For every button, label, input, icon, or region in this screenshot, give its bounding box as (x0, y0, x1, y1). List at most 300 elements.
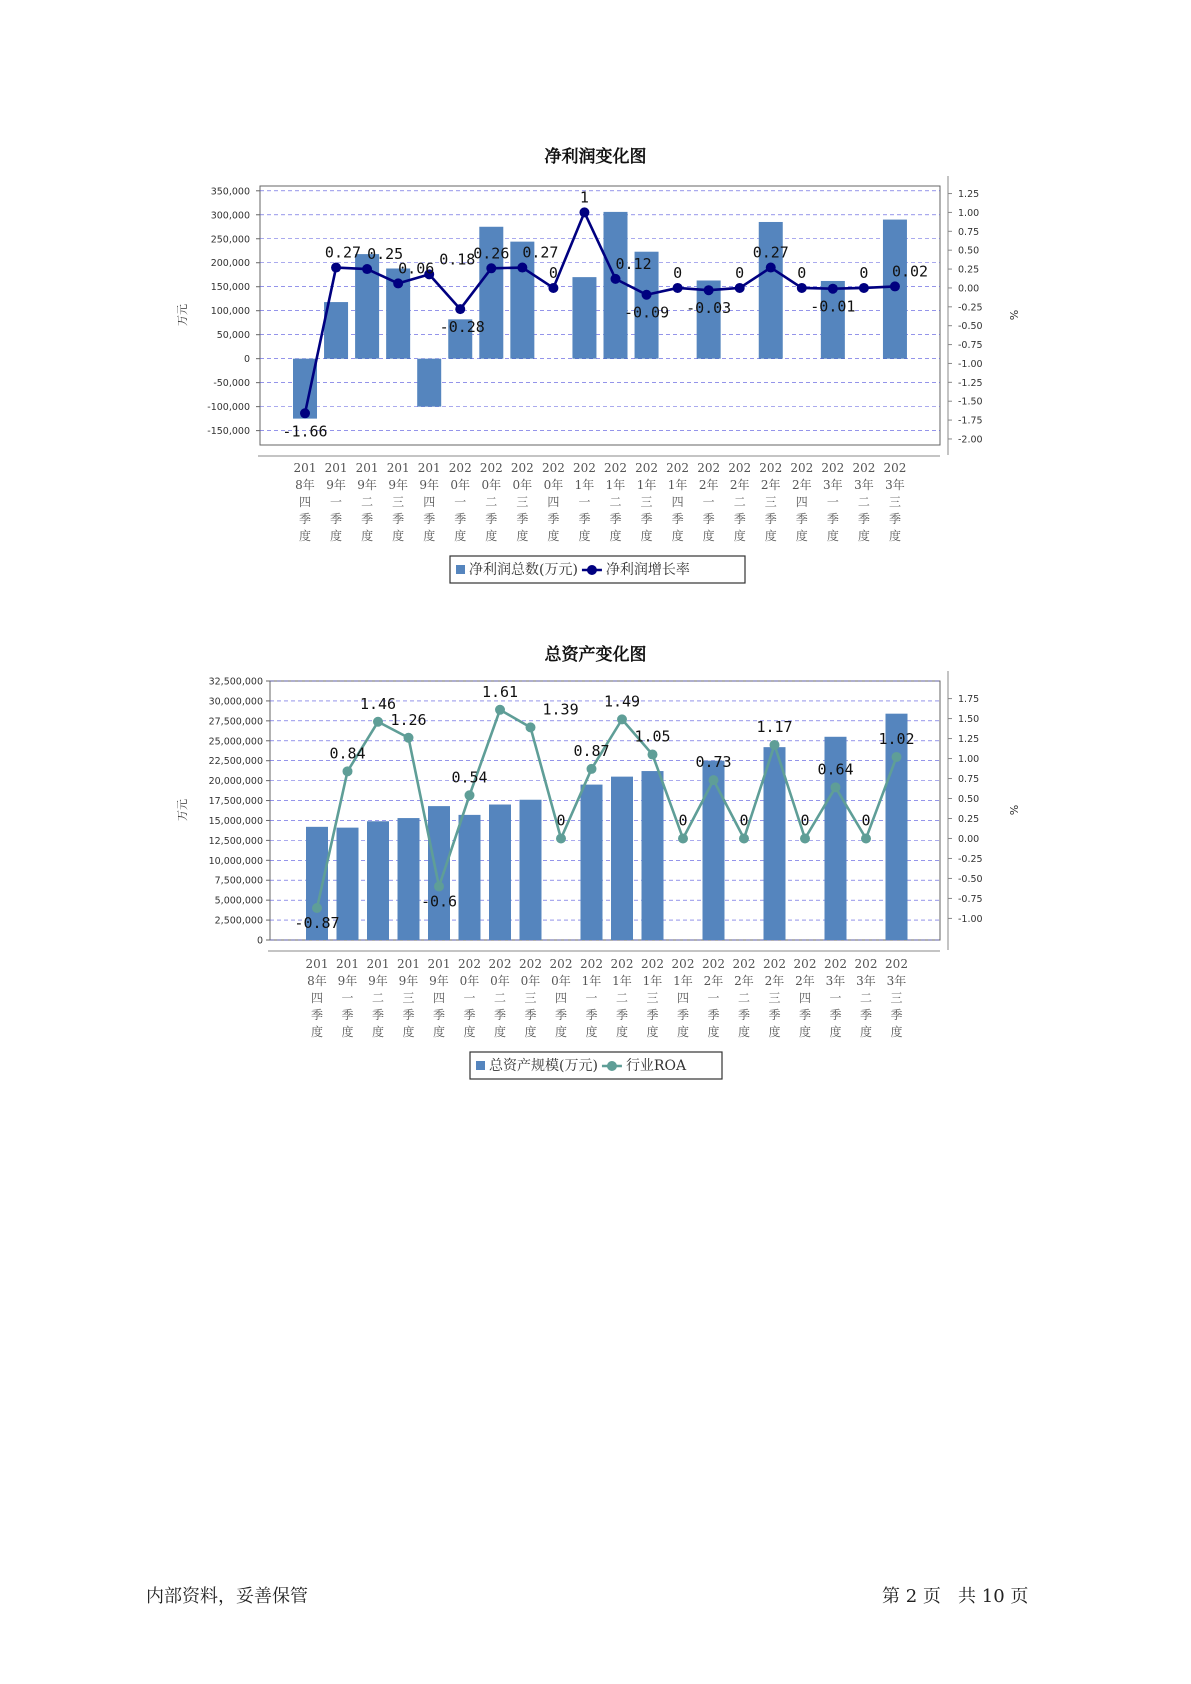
data-label: 0.27 (324, 243, 362, 262)
x-tick-label: 201 (355, 461, 379, 475)
x-tick-label: 2年 (791, 478, 812, 492)
x-tick-label: 202 (641, 957, 664, 971)
x-tick-label: 四 (554, 991, 568, 1005)
chart-title: 总资产变化图 (544, 645, 647, 665)
bar (611, 777, 633, 940)
x-tick-label: 202 (759, 461, 783, 475)
data-label: 1.17 (756, 717, 793, 736)
x-tick-label: 度 (737, 1025, 751, 1039)
x-tick-label: 3年 (825, 974, 846, 988)
x-tick-label: 度 (547, 529, 560, 543)
data-label: 0.64 (817, 760, 854, 779)
x-tick-label: 一 (341, 991, 354, 1005)
line-point (556, 833, 566, 843)
x-tick-label: 3年 (886, 974, 907, 988)
x-tick-label: 度 (554, 1025, 568, 1039)
data-label: 0.27 (522, 243, 559, 262)
data-label: 1 (579, 188, 589, 207)
x-tick-label: 201 (397, 957, 420, 971)
x-tick-label: 度 (676, 1025, 690, 1039)
chart-title: 净利润变化图 (544, 147, 647, 167)
x-tick-label: 3年 (823, 478, 843, 492)
x-tick-label: 度 (640, 529, 653, 543)
data-label: 0 (859, 263, 869, 282)
x-tick-label: 四 (423, 495, 436, 509)
x-tick-label: 9年 (357, 478, 377, 492)
x-tick-label: 0年 (450, 478, 471, 492)
x-tick-label: 202 (728, 461, 752, 475)
data-label: 0 (556, 811, 566, 830)
x-tick-label: 0年 (512, 478, 533, 492)
x-tick-label: 季 (578, 512, 591, 526)
y-tick-label: -100,000 (207, 402, 250, 414)
x-tick-label: 季 (733, 512, 746, 526)
x-tick-label: 2年 (795, 974, 815, 988)
footer-right: 第 2 页 共 10 页 (882, 1586, 1029, 1607)
x-tick-label: 一 (707, 991, 720, 1005)
x-tick-label: 一 (585, 991, 598, 1005)
x-tick-label: 季 (888, 512, 901, 526)
x-tick-label: 季 (516, 512, 529, 526)
y2-tick-label: -1.25 (958, 377, 983, 389)
y-tick-label: 250,000 (210, 234, 250, 246)
y2-axis-label: % (1007, 804, 1020, 816)
y2-tick-label: 1.50 (958, 714, 980, 726)
x-tick-label: 度 (733, 529, 746, 543)
y-tick-label: 32,500,000 (208, 676, 263, 688)
line-point (312, 903, 322, 913)
y2-tick-label: -0.50 (958, 321, 983, 333)
x-tick-label: 季 (707, 1008, 720, 1022)
x-tick-label: 度 (493, 1025, 507, 1039)
x-tick-label: 3年 (854, 478, 874, 492)
data-label: 1.61 (481, 682, 519, 701)
x-tick-label: 度 (798, 1025, 812, 1039)
x-tick-label: 201 (427, 957, 451, 971)
bar (764, 747, 786, 940)
x-tick-label: 度 (341, 1025, 354, 1039)
x-tick-label: 202 (479, 461, 503, 475)
x-tick-label: 季 (485, 512, 498, 526)
x-tick-label: 202 (458, 957, 481, 971)
x-tick-label: 季 (402, 1008, 415, 1022)
data-label: 0.73 (695, 753, 732, 772)
x-tick-label: 201 (386, 461, 410, 475)
x-tick-label: 202 (572, 461, 596, 475)
x-tick-label: 202 (549, 957, 573, 971)
data-label: 0 (797, 263, 807, 282)
data-label: -0.28 (439, 318, 485, 337)
x-tick-label: 季 (890, 1008, 903, 1022)
x-tick-label: 度 (361, 529, 374, 543)
y-tick-label: 10,000,000 (208, 855, 263, 867)
bar (581, 785, 603, 940)
x-tick-label: 一 (578, 495, 591, 509)
data-label: 0.84 (329, 744, 366, 763)
x-tick-label: 0年 (520, 974, 541, 988)
x-tick-label: 202 (793, 957, 817, 971)
x-tick-label: 2年 (698, 478, 719, 492)
x-tick-label: 202 (541, 461, 565, 475)
y2-tick-label: 0.00 (958, 833, 980, 845)
legend-line-label: 净利润增长率 (605, 562, 690, 578)
x-tick-label: 一 (826, 495, 839, 509)
x-tick-label: 季 (798, 1008, 812, 1022)
y-tick-label: 15,000,000 (208, 815, 263, 827)
line-point (373, 717, 383, 727)
x-tick-label: 202 (697, 461, 721, 475)
data-label: 0 (861, 811, 871, 830)
x-tick-label: 四 (298, 495, 312, 509)
x-tick-label: 一 (454, 495, 467, 509)
y-tick-label: 25,000,000 (208, 736, 263, 748)
x-tick-label: 0年 (543, 478, 564, 492)
y2-tick-label: 0.50 (958, 794, 980, 806)
line-point (404, 733, 414, 743)
line-point (892, 752, 902, 762)
x-tick-label: 二 (615, 991, 629, 1005)
data-label: 0.54 (451, 768, 488, 787)
y2-tick-label: -0.50 (958, 873, 983, 885)
data-label: -0.09 (623, 303, 670, 322)
x-tick-label: 一 (463, 991, 476, 1005)
x-tick-label: 二 (493, 991, 507, 1005)
x-tick-label: 度 (402, 1025, 415, 1039)
x-tick-label: 度 (826, 529, 839, 543)
x-tick-label: 四 (432, 991, 446, 1005)
data-label: 0 (548, 263, 558, 282)
x-tick-label: 一 (702, 495, 715, 509)
x-tick-label: 度 (371, 1025, 385, 1039)
x-tick-label: 季 (423, 512, 436, 526)
x-tick-label: 201 (417, 461, 441, 475)
data-label: 1.39 (542, 700, 579, 719)
x-tick-label: 202 (580, 957, 603, 971)
x-tick-label: 201 (293, 461, 317, 475)
data-label: 0.06 (398, 259, 435, 278)
x-tick-label: 202 (824, 957, 847, 971)
x-tick-label: 9年 (388, 478, 408, 492)
x-tick-label: 201 (366, 957, 390, 971)
x-tick-label: 三 (516, 495, 529, 509)
x-tick-label: 202 (604, 461, 627, 475)
y-tick-label: 17,500,000 (208, 796, 263, 808)
x-tick-label: 202 (883, 461, 907, 475)
y-tick-label: 0 (243, 354, 250, 366)
x-tick-label: 季 (859, 1008, 873, 1022)
x-tick-label: 三 (640, 495, 653, 509)
y2-tick-label: -0.25 (958, 302, 983, 314)
x-tick-label: 1年 (667, 478, 688, 492)
line-point (343, 766, 353, 776)
line-point (709, 775, 719, 785)
x-tick-label: 度 (516, 529, 529, 543)
x-tick-label: 202 (702, 957, 725, 971)
x-tick-label: 202 (763, 957, 786, 971)
y-tick-label: 150,000 (210, 282, 250, 294)
y2-tick-label: -0.75 (958, 893, 983, 905)
x-tick-label: 度 (859, 1025, 873, 1039)
x-tick-label: 202 (671, 957, 695, 971)
x-tick-label: 四 (798, 991, 812, 1005)
data-label: 0.26 (473, 244, 510, 263)
data-label: -0.01 (810, 297, 856, 316)
bar (398, 818, 420, 940)
data-label: 0 (735, 263, 745, 282)
y-tick-label: 5,000,000 (214, 895, 263, 907)
bar (520, 800, 542, 940)
x-tick-label: 度 (310, 1025, 324, 1039)
bar (459, 815, 481, 940)
x-tick-label: 202 (885, 957, 908, 971)
x-tick-label: 二 (859, 991, 873, 1005)
x-tick-label: 1年 (605, 478, 626, 492)
x-tick-label: 201 (305, 957, 329, 971)
x-tick-label: 度 (330, 529, 343, 543)
x-tick-label: 202 (790, 461, 814, 475)
x-tick-label: 202 (854, 957, 878, 971)
x-tick-label: 三 (646, 991, 659, 1005)
x-tick-label: 度 (615, 1025, 629, 1039)
x-tick-label: 度 (857, 529, 870, 543)
x-tick-label: 三 (890, 991, 903, 1005)
x-tick-label: 度 (795, 529, 808, 543)
x-tick-label: 2年 (734, 974, 754, 988)
y-tick-label: -50,000 (213, 378, 250, 390)
x-tick-label: 9年 (337, 974, 358, 988)
line-point (678, 833, 688, 843)
x-tick-label: 8年 (307, 974, 327, 988)
x-tick-label: 0年 (481, 478, 502, 492)
legend-bar-swatch (476, 1061, 485, 1070)
data-label: 0.02 (891, 262, 929, 281)
legend-bar-label: 总资产规模(万元) (489, 1058, 598, 1074)
x-tick-label: 202 (821, 461, 845, 475)
y-tick-label: 30,000,000 (208, 696, 263, 708)
data-label: 0.18 (439, 250, 476, 269)
x-tick-label: 度 (392, 529, 405, 543)
y-tick-label: 20,000,000 (208, 776, 263, 788)
line-point (465, 790, 475, 800)
x-tick-label: 202 (610, 957, 634, 971)
y2-tick-label: 1.00 (958, 754, 980, 766)
x-tick-label: 度 (829, 1025, 842, 1039)
x-tick-label: 1年 (612, 974, 632, 988)
x-tick-label: 9年 (368, 974, 388, 988)
x-tick-label: 度 (890, 1025, 903, 1039)
y-tick-label: -150,000 (207, 426, 250, 438)
x-tick-label: 2年 (764, 974, 785, 988)
x-tick-label: 三 (768, 991, 781, 1005)
x-tick-label: 季 (330, 512, 343, 526)
y-axis-label: 万元 (176, 799, 189, 821)
x-tick-label: 季 (640, 512, 653, 526)
x-tick-label: 四 (795, 495, 808, 509)
x-tick-label: 3年 (885, 478, 905, 492)
y-tick-label: 27,500,000 (208, 716, 263, 728)
y2-tick-label: -1.75 (958, 415, 983, 427)
y2-tick-label: 1.00 (958, 207, 980, 219)
y2-tick-label: 1.25 (958, 734, 980, 746)
x-tick-label: 四 (547, 495, 560, 509)
x-tick-label: 1年 (581, 974, 602, 988)
x-tick-label: 度 (423, 529, 436, 543)
y2-tick-label: 0.75 (958, 226, 980, 238)
x-tick-label: 2年 (729, 478, 750, 492)
x-tick-label: 202 (488, 957, 512, 971)
bar (489, 805, 511, 940)
x-tick-label: 9年 (419, 478, 440, 492)
x-tick-label: 度 (609, 529, 622, 543)
y2-tick-label: -0.25 (958, 853, 983, 865)
y2-tick-label: -0.75 (958, 340, 983, 352)
x-tick-label: 度 (764, 529, 777, 543)
line-point (617, 714, 627, 724)
x-tick-label: 二 (857, 495, 870, 509)
x-tick-label: 三 (888, 495, 901, 509)
y-tick-label: 0 (256, 935, 263, 947)
x-tick-label: 季 (493, 1008, 507, 1022)
x-tick-label: 三 (402, 991, 415, 1005)
line-point (831, 782, 841, 792)
data-label: -0.03 (686, 299, 732, 318)
x-tick-label: 2年 (703, 974, 724, 988)
x-tick-label: 季 (361, 512, 374, 526)
line-point (587, 764, 597, 774)
x-tick-label: 季 (857, 512, 870, 526)
x-tick-label: 度 (671, 529, 684, 543)
y2-tick-label: -1.00 (958, 913, 983, 925)
data-label: 1.02 (878, 729, 915, 748)
x-tick-label: 季 (768, 1008, 781, 1022)
x-tick-label: 季 (646, 1008, 659, 1022)
data-label: 1.26 (390, 710, 427, 729)
bar (367, 821, 389, 940)
y-tick-label: 12,500,000 (208, 835, 263, 847)
data-label: -1.66 (282, 422, 328, 441)
line-point (770, 740, 780, 750)
x-tick-label: 季 (829, 1008, 842, 1022)
x-tick-label: 1年 (636, 478, 657, 492)
y-tick-label: 50,000 (216, 330, 250, 342)
x-tick-label: 度 (578, 529, 591, 543)
x-tick-label: 四 (671, 495, 684, 509)
x-tick-label: 度 (707, 1025, 720, 1039)
x-tick-label: 季 (609, 512, 622, 526)
y-tick-label: 7,500,000 (214, 875, 263, 887)
x-tick-label: 9年 (429, 974, 449, 988)
data-label: 0 (678, 811, 688, 830)
x-tick-label: 四 (676, 991, 690, 1005)
data-label: 0.87 (573, 741, 610, 760)
x-tick-label: 季 (463, 1008, 476, 1022)
x-tick-label: 季 (554, 1008, 568, 1022)
x-tick-label: 8年 (295, 478, 315, 492)
x-tick-label: 度 (432, 1025, 446, 1039)
data-label: 0 (739, 811, 749, 830)
x-tick-label: 0年 (551, 974, 571, 988)
y2-tick-label: -2.00 (958, 434, 983, 446)
x-tick-label: 二 (609, 495, 622, 509)
x-tick-label: 度 (646, 1025, 659, 1039)
x-tick-label: 度 (888, 529, 901, 543)
x-tick-label: 1年 (574, 478, 595, 492)
x-tick-label: 季 (392, 512, 405, 526)
x-tick-label: 1年 (642, 974, 663, 988)
line-point (434, 881, 444, 891)
x-tick-label: 202 (635, 461, 659, 475)
x-tick-label: 度 (768, 1025, 781, 1039)
x-tick-label: 202 (448, 461, 472, 475)
legend-line-marker (607, 1061, 617, 1071)
x-tick-label: 202 (732, 957, 756, 971)
x-tick-label: 季 (547, 512, 560, 526)
x-tick-label: 二 (361, 495, 374, 509)
x-tick-label: 季 (671, 512, 684, 526)
x-tick-label: 0年 (490, 974, 510, 988)
x-tick-label: 9年 (398, 974, 419, 988)
x-tick-label: 季 (764, 512, 777, 526)
x-tick-label: 二 (371, 991, 385, 1005)
x-tick-label: 季 (432, 1008, 446, 1022)
x-tick-label: 2年 (760, 478, 781, 492)
y-tick-label: 350,000 (210, 186, 250, 198)
x-tick-label: 季 (341, 1008, 354, 1022)
data-label: -0.6 (420, 892, 458, 911)
y-tick-label: 2,500,000 (214, 915, 263, 927)
x-tick-label: 二 (485, 495, 498, 509)
y2-tick-label: -1.00 (958, 358, 983, 370)
y-tick-label: 22,500,000 (208, 756, 263, 768)
line-point (861, 833, 871, 843)
line-point (739, 833, 749, 843)
data-label: 0 (800, 811, 810, 830)
x-tick-label: 三 (392, 495, 405, 509)
x-tick-label: 0年 (459, 974, 480, 988)
y-tick-label: 300,000 (210, 210, 250, 222)
x-tick-label: 季 (676, 1008, 690, 1022)
x-tick-label: 度 (524, 1025, 537, 1039)
data-label: 0.12 (615, 254, 652, 273)
x-tick-label: 季 (737, 1008, 751, 1022)
x-tick-label: 季 (298, 512, 312, 526)
line-point (648, 750, 658, 760)
x-tick-label: 9年 (326, 478, 346, 492)
x-tick-label: 季 (615, 1008, 629, 1022)
footer-left: 内部资料，妥善保管 (146, 1586, 308, 1607)
data-label: 0.25 (367, 245, 404, 264)
line-point (800, 833, 810, 843)
y2-axis-label: % (1007, 309, 1020, 321)
bar (337, 828, 359, 940)
bar (428, 806, 450, 940)
x-tick-label: 202 (666, 461, 690, 475)
bar (642, 771, 664, 940)
x-tick-label: 季 (702, 512, 715, 526)
x-tick-label: 季 (795, 512, 808, 526)
x-tick-label: 3年 (856, 974, 876, 988)
y2-tick-label: 0.25 (958, 813, 980, 825)
x-tick-label: 一 (330, 495, 343, 509)
x-tick-label: 度 (454, 529, 467, 543)
y-axis-label: 万元 (176, 304, 189, 326)
y2-tick-label: 0.75 (958, 774, 980, 786)
data-label: 1.49 (603, 692, 641, 711)
x-tick-label: 度 (485, 529, 498, 543)
line-point (526, 722, 536, 732)
x-tick-label: 度 (463, 1025, 476, 1039)
legend-line-label: 行业ROA (625, 1058, 687, 1074)
